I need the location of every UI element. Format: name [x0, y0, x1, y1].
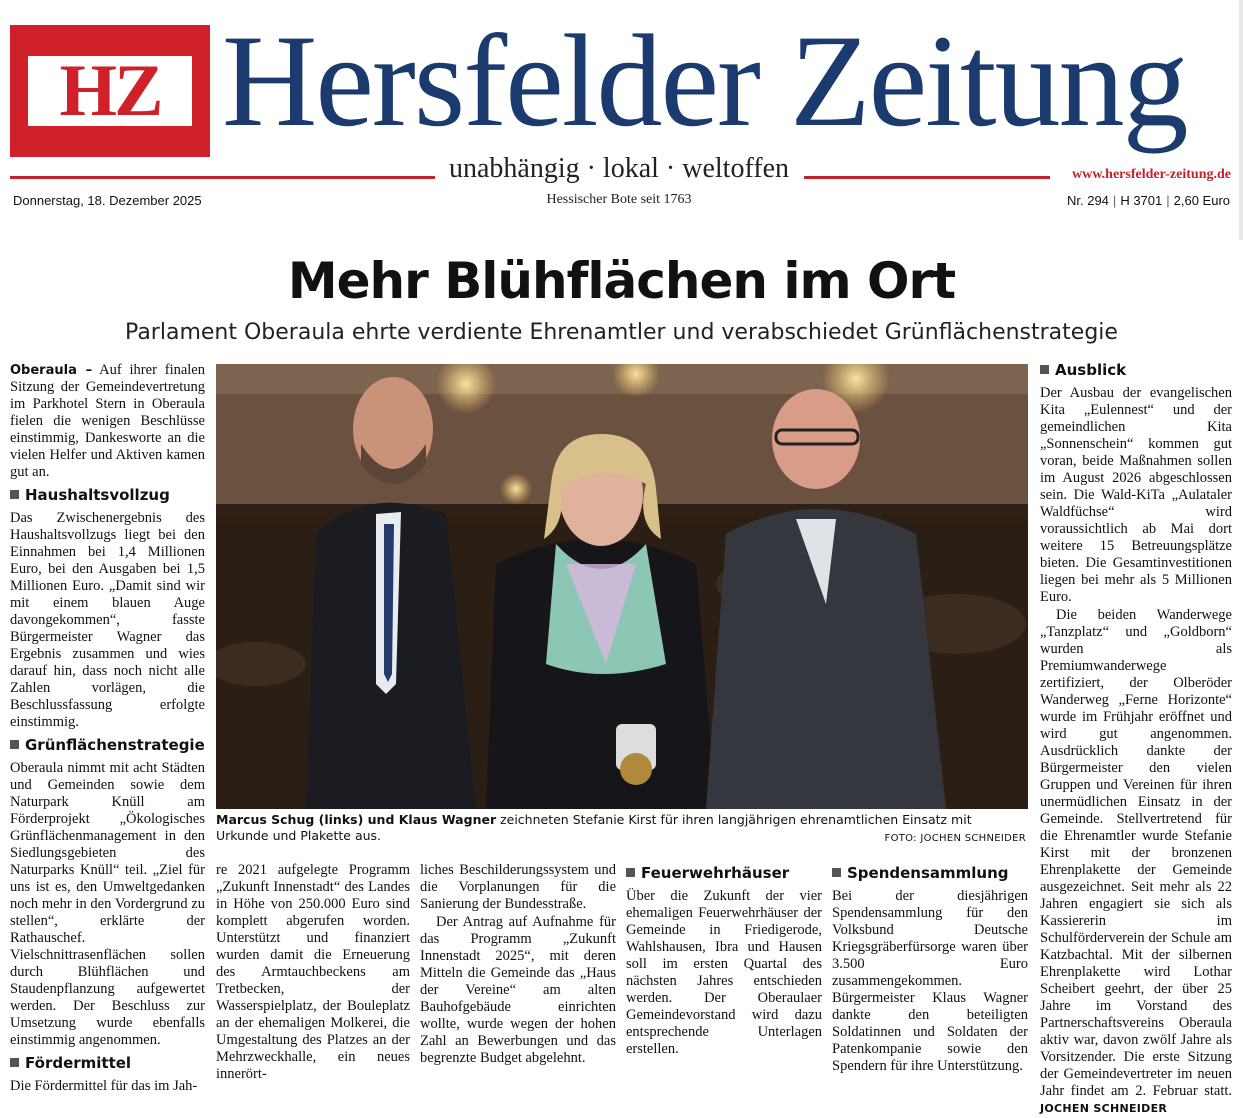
column-6 [1040, 361, 1232, 1118]
section-heading: Spendensammlung [832, 864, 1028, 882]
square-bullet-icon [10, 1058, 19, 1067]
paragraph: Oberaula nimmt mit acht Städten und Gemeinden sowie dem Naturpark Knüll am Förderprojekt „Ökologisches Grünflächenmanagement in den Siedlungsgebieten des Naturparks Knüll“ teil. „Ziel für uns ist es, den Umweltgedanken noch mehr in den Vordergrund zu stellen“, erklärte der Rathauschef. Vielschnittrasenflächen sollen durch Blühflächen und Staudenpflanzung aufgewertet werden. Der Beschluss zur Umsetzung wurde ebenfalls einstimmig angenommen. [10, 760, 205, 1048]
paragraph: re 2021 aufgelegte Programm „Zukunft Innenstadt“ des Landes in Höhe von 250.000 Euro sind komplett abgerufen worden. Unterstützt und finanziert wurden damit die Erneuerung des Armtauchbeckens am Tretbecken, der Wasserspielplatz, der Bouleplatz an der ehemaligen Molkerei, die Umgestaltung des Platzes an der Mehrzweckhalle, ein neues innerört- [216, 862, 410, 1082]
caption-text: zeichneten Stefanie Kirst für ihren langjährigen ehrenamtlichen Einsatz mit Urkunde und Plakette aus. [216, 812, 972, 843]
newspaper-motto: unabhängig · lokal · weltoffen [448, 153, 790, 184]
author-signature: JOCHEN SCHNEIDER [1040, 1102, 1168, 1115]
paragraph: Über die Zukunft der vier ehemaligen Feuerwehrhäuser der Gemeinde in Friedigerode, Wahlshausen, Ibra und Hausen soll im ersten Quartal des nächsten Jahres entschieden werden. Der Oberaulaer Gemeindevorstand wird dazu entsprechende Unterlagen erstellen. [626, 888, 822, 1057]
newspaper-title: Hersfelder Zeitung [222, 7, 1187, 154]
issue-number: Nr. 294 [1067, 193, 1109, 208]
website-link[interactable]: www.hersfelder-zeitung.de [1072, 167, 1231, 182]
paragraph: Die beiden Wanderwege „Tanzplatz“ und „Goldborn“ wurden als Premiumwanderwege zertifiziert, der Olberöder Wanderweg „Ferne Horizonte“ wurde im Frühjahr eröffnet und wird gut angenommen. Ausdrücklich dankte der Bürgermeister den vielen Gruppen und Vereinen für ihren unermüdlichen Einsatz in der Gemeinde. Stellvertretend für die Ehrenamtler wurde Stefanie Kirst mit der bronzenen Ehrenplakette der Gemeinde ausgezeichnet. Seit mehr als 22 Jahren engagiert sie sich als Kassiererin im Schulförderverein der Schule am Katzbachtal. Mit der silbernen Ehrenplakette wird Lothar Scheibert geehrt, der über 25 Jahre im Vorstand des Partnerschaftsvereins Oberaula aktiv war, davon zwölf Jahre als Vorsitzender. Die erste Sitzung der Gemeindevertreter im neuen Jahr findet am 2. Februar statt. JOCHEN SCHNEIDER [1040, 607, 1232, 1115]
square-bullet-icon [10, 740, 19, 749]
section-heading: Feuerwehrhäuser [626, 864, 822, 882]
section-heading: Haushaltsvollzug [10, 486, 205, 504]
column-4 [626, 864, 822, 1059]
page-edge [1239, 0, 1243, 240]
section-heading: Grünflächenstrategie [10, 736, 205, 754]
article-headline: Mehr Blühflächen im Ort [287, 252, 956, 310]
column-2 [216, 862, 410, 1084]
masthead-rule-mid [804, 176, 1050, 179]
photo-illustration [216, 364, 1028, 809]
paragraph: liches Beschilderungssystem und die Vorplanungen für die Sanierung der Bundesstraße. [420, 862, 616, 912]
paragraph: Bei der diesjährigen Spendensammlung für den Volksbund Deutsche Kriegsgräberfürsorge waren über 3.500 Euro zusammengekommen. Bürgermeister Klaus Wagner dankte den beteiligten Soldatinnen und Soldaten der Patenkompanie sowie den Spendern für ihre Unterstützung. [832, 888, 1028, 1074]
lead-paragraph: Oberaula – Auf ihrer finalen Sitzung der Gemeindevertretung im Parkhotel Stern in Oberaula fielen die wenigen Beschlüsse einstimmig, Dankesworte an die vielen Helfer und Aktiven kamen gut an. [10, 362, 205, 480]
issue-price: 2,60 Euro [1173, 193, 1230, 208]
column-5 [832, 864, 1028, 1076]
issue-info: Nr. 294 | H 3701 | 2,60 Euro [1067, 193, 1230, 208]
newspaper-subline: Hessischer Bote seit 1763 [546, 192, 692, 207]
masthead-rule-left [10, 176, 435, 179]
hz-logo [10, 25, 210, 157]
photo-credit: FOTO: JOCHEN SCHNEIDER [884, 833, 1026, 844]
square-bullet-icon [1040, 365, 1049, 374]
caption-names: Marcus Schug (links) und Klaus Wagner [216, 812, 497, 827]
paragraph: Die Fördermittel für das im Jah- [10, 1078, 198, 1094]
paragraph: Der Antrag auf Aufnahme für das Programm „Zukunft Innenstadt 2025“, mit deren Mitteln die Gemeinde das „Haus der Vereine“ am alten Bauhofgebäude einrichten wollte, wurde wegen der hohen Zahl an Bewerbungen und das begrenzte Budget abgelehnt. [420, 914, 616, 1066]
paragraph: Der Ausbau der evangelischen Kita „Eulennest“ und der gemeindlichen Kita „Sonnenschein“ kommen gut voran, beide Maßnahmen sollen im August 2026 abgeschlossen sein. Die Wald-KiTa „Aulataler Waldfüchse“ wird voraussichtlich ab Mai dort weitere 15 Betreuungsplätze bieten. Die Gesamtinvestitionen liegen bei mehr als 5 Millionen Euro. [1040, 385, 1232, 605]
hz-logo-text: HZ [28, 56, 192, 126]
square-bullet-icon [832, 868, 841, 877]
section-heading: Fördermittel [10, 1054, 205, 1072]
column-1 [10, 362, 205, 1096]
square-bullet-icon [626, 868, 635, 877]
lead-place: Oberaula – [10, 363, 93, 378]
paragraph: Das Zwischenergebnis des Haushaltsvollzugs liegt bei den Einnahmen bei 1,4 Millionen Euro, bei den Ausgaben bei 1,5 Millionen Euro. „Damit sind wir mit einem blauen Auge davongekommen“, fasste Bürgermeister Wagner das Ergebnis zusammen und wies darauf hin, dass noch nicht alle Zahlen vorlägen, die Beschlussfassung erfolgte einstimmig. [10, 510, 205, 730]
section-heading: Ausblick [1040, 361, 1232, 379]
square-bullet-icon [10, 490, 19, 499]
issue-date: Donnerstag, 18. Dezember 2025 [13, 193, 202, 208]
article-photo [216, 364, 1028, 809]
issue-code: H 3701 [1120, 193, 1163, 208]
article-subheadline: Parlament Oberaula ehrte verdiente Ehrenamtler und verabschiedet Grünflächenstrategie [125, 320, 1118, 345]
column-3 [420, 862, 616, 1068]
